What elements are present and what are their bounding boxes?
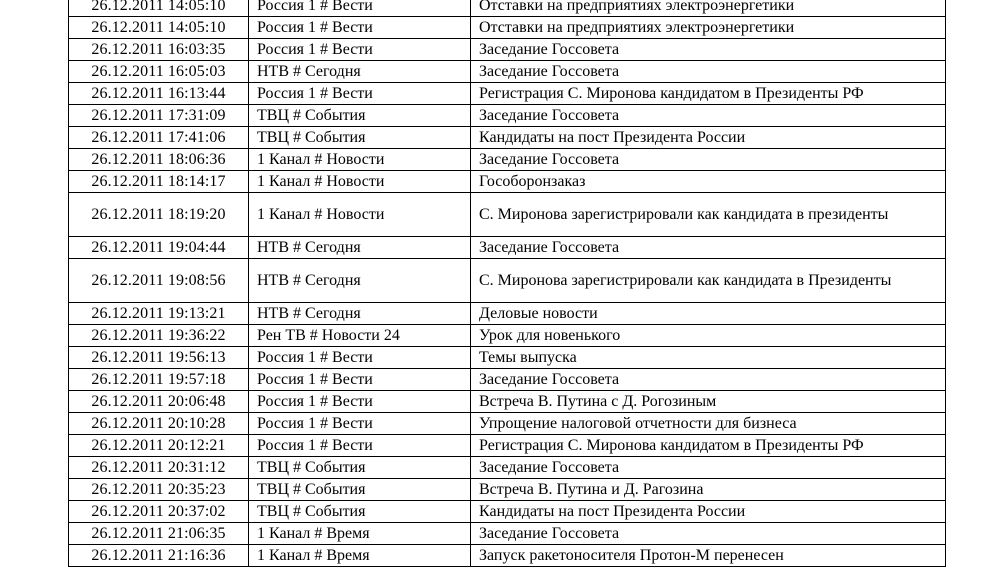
- table-row: [69, 83, 946, 105]
- table-row: [69, 347, 946, 369]
- table-row: [69, 523, 946, 545]
- topic-cell: Регистрация С. Миронова кандидатом в Президенты РФ: [471, 83, 946, 105]
- table-row: [69, 391, 946, 413]
- datetime-cell: 26.12.2011 20:10:28: [69, 413, 249, 435]
- channel-cell: НТВ # Сегодня: [249, 237, 471, 259]
- table-row: [69, 17, 946, 39]
- channel-cell: 1 Канал # Новости: [249, 149, 471, 171]
- channel-cell: НТВ # Сегодня: [249, 61, 471, 83]
- topic-cell: Гособоронзаказ: [471, 171, 946, 193]
- datetime-cell: 26.12.2011 19:08:56: [69, 259, 249, 303]
- table-row: [69, 479, 946, 501]
- table-row: [69, 259, 946, 303]
- channel-cell: Россия 1 # Вести: [249, 369, 471, 391]
- topic-cell: Регистрация С. Миронова кандидатом в Президенты РФ: [471, 435, 946, 457]
- topic-cell: С. Миронова зарегистрировали как кандидата в Президенты: [471, 259, 946, 303]
- channel-cell: Россия 1 # Вести: [249, 391, 471, 413]
- channel-cell: ТВЦ # События: [249, 127, 471, 149]
- table-row: [69, 61, 946, 83]
- channel-cell: 1 Канал # Новости: [249, 193, 471, 237]
- datetime-cell: 26.12.2011 16:05:03: [69, 61, 249, 83]
- topic-cell: Заседание Госсовета: [471, 369, 946, 391]
- datetime-cell: 26.12.2011 14:05:10: [69, 0, 249, 17]
- topic-cell: Отставки на предприятиях электроэнергетики: [471, 17, 946, 39]
- channel-cell: Россия 1 # Вести: [249, 17, 471, 39]
- topic-cell: Заседание Госсовета: [471, 523, 946, 545]
- table-row: [69, 237, 946, 259]
- datetime-cell: 26.12.2011 19:36:22: [69, 325, 249, 347]
- topic-cell: Встреча В. Путина с Д. Рогозиным: [471, 391, 946, 413]
- channel-cell: НТВ # Сегодня: [249, 303, 471, 325]
- table-row: [69, 413, 946, 435]
- topic-cell: Заседание Госсовета: [471, 105, 946, 127]
- channel-cell: Россия 1 # Вести: [249, 83, 471, 105]
- channel-cell: ТВЦ # События: [249, 105, 471, 127]
- table-row: [69, 105, 946, 127]
- topic-cell: Отставки на предприятиях электроэнергетики: [471, 0, 946, 17]
- topic-cell: Урок для новенького: [471, 325, 946, 347]
- topic-cell: Встреча В. Путина и Д. Рагозина: [471, 479, 946, 501]
- channel-cell: Россия 1 # Вести: [249, 435, 471, 457]
- topic-cell: Заседание Госсовета: [471, 39, 946, 61]
- topic-cell: С. Миронова зарегистрировали как кандидата в президенты: [471, 193, 946, 237]
- table-row: [69, 457, 946, 479]
- topic-cell: Запуск ракетоносителя Протон-М перенесен: [471, 545, 946, 567]
- datetime-cell: 26.12.2011 17:41:06: [69, 127, 249, 149]
- topic-cell: Кандидаты на пост Президента России: [471, 501, 946, 523]
- channel-cell: 1 Канал # Время: [249, 523, 471, 545]
- datetime-cell: 26.12.2011 19:13:21: [69, 303, 249, 325]
- channel-cell: Рен ТВ # Новости 24: [249, 325, 471, 347]
- news-log-table: [68, 0, 946, 567]
- channel-cell: Россия 1 # Вести: [249, 0, 471, 17]
- topic-cell: Деловые новости: [471, 303, 946, 325]
- channel-cell: НТВ # Сегодня: [249, 259, 471, 303]
- datetime-cell: 26.12.2011 21:06:35: [69, 523, 249, 545]
- table-row: [69, 303, 946, 325]
- datetime-cell: 26.12.2011 20:06:48: [69, 391, 249, 413]
- topic-cell: Заседание Госсовета: [471, 149, 946, 171]
- channel-cell: 1 Канал # Время: [249, 545, 471, 567]
- channel-cell: Россия 1 # Вести: [249, 39, 471, 61]
- datetime-cell: 26.12.2011 18:06:36: [69, 149, 249, 171]
- table-row: [69, 435, 946, 457]
- datetime-cell: 26.12.2011 18:19:20: [69, 193, 249, 237]
- topic-cell: Кандидаты на пост Президента России: [471, 127, 946, 149]
- table-row: [69, 501, 946, 523]
- topic-cell: Темы выпуска: [471, 347, 946, 369]
- channel-cell: ТВЦ # События: [249, 501, 471, 523]
- datetime-cell: 26.12.2011 17:31:09: [69, 105, 249, 127]
- table-row: [69, 193, 946, 237]
- news-log-sheet: [68, 0, 946, 567]
- datetime-cell: 26.12.2011 21:16:36: [69, 545, 249, 567]
- channel-cell: Россия 1 # Вести: [249, 413, 471, 435]
- table-row: [69, 171, 946, 193]
- datetime-cell: 26.12.2011 19:57:18: [69, 369, 249, 391]
- datetime-cell: 26.12.2011 16:13:44: [69, 83, 249, 105]
- channel-cell: ТВЦ # События: [249, 479, 471, 501]
- table-row: [69, 127, 946, 149]
- table-row: [69, 369, 946, 391]
- datetime-cell: 26.12.2011 20:35:23: [69, 479, 249, 501]
- channel-cell: ТВЦ # События: [249, 457, 471, 479]
- datetime-cell: 26.12.2011 16:03:35: [69, 39, 249, 61]
- table-row: [69, 39, 946, 61]
- topic-cell: Заседание Госсовета: [471, 457, 946, 479]
- topic-cell: Заседание Госсовета: [471, 61, 946, 83]
- table-row: [69, 149, 946, 171]
- news-log-body: [69, 0, 946, 567]
- channel-cell: 1 Канал # Новости: [249, 171, 471, 193]
- datetime-cell: 26.12.2011 20:12:21: [69, 435, 249, 457]
- table-row: [69, 0, 946, 17]
- datetime-cell: 26.12.2011 20:37:02: [69, 501, 249, 523]
- topic-cell: Заседание Госсовета: [471, 237, 946, 259]
- datetime-cell: 26.12.2011 14:05:10: [69, 17, 249, 39]
- datetime-cell: 26.12.2011 19:56:13: [69, 347, 249, 369]
- datetime-cell: 26.12.2011 18:14:17: [69, 171, 249, 193]
- table-row: [69, 545, 946, 567]
- channel-cell: Россия 1 # Вести: [249, 347, 471, 369]
- datetime-cell: 26.12.2011 19:04:44: [69, 237, 249, 259]
- topic-cell: Упрощение налоговой отчетности для бизнеса: [471, 413, 946, 435]
- table-row: [69, 325, 946, 347]
- datetime-cell: 26.12.2011 20:31:12: [69, 457, 249, 479]
